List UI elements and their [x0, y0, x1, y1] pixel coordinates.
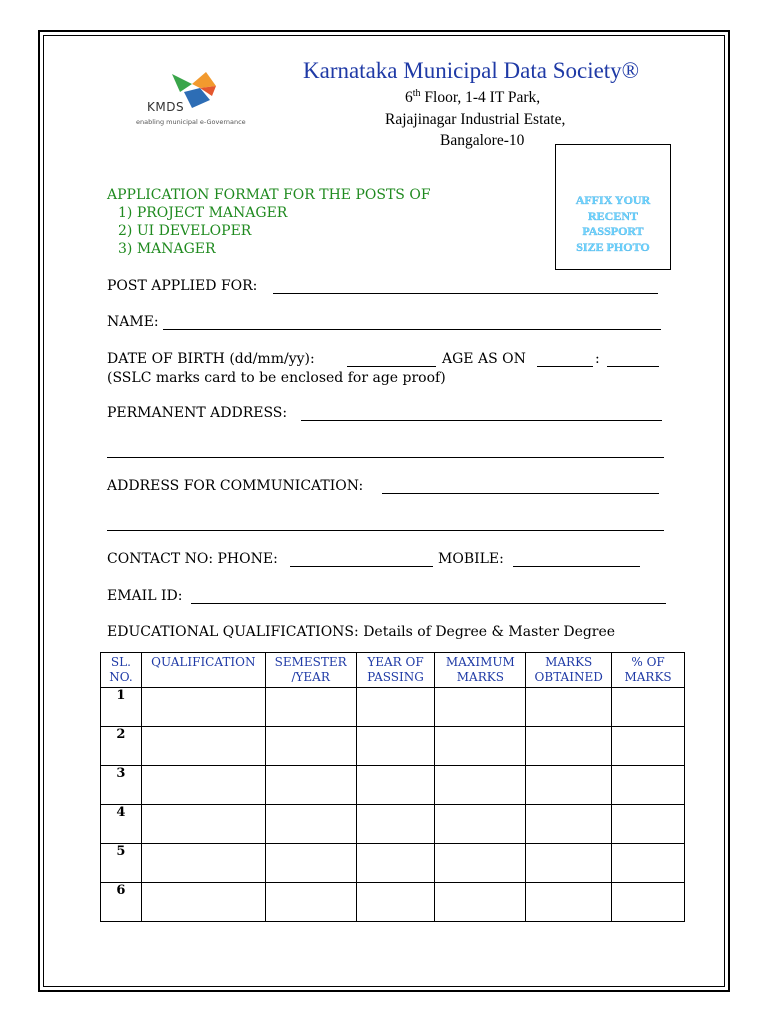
age-colon: :	[595, 351, 600, 367]
post-item-1: 1) PROJECT MANAGER	[118, 205, 288, 221]
percent-marks-header: % OF MARKS	[612, 653, 685, 688]
dob-label: DATE OF BIRTH (dd/mm/yy):	[107, 351, 315, 367]
email-field[interactable]	[191, 603, 666, 604]
table-cell[interactable]	[265, 883, 356, 922]
name-field[interactable]	[163, 329, 661, 330]
address-line-3: Bangalore-10	[440, 132, 525, 149]
marks-obtained-header: MARKS OBTAINED	[526, 653, 612, 688]
mobile-label: MOBILE:	[438, 551, 504, 567]
table-cell[interactable]	[141, 844, 265, 883]
table-row	[101, 766, 685, 805]
table-cell[interactable]	[526, 844, 612, 883]
qualifications-table	[100, 652, 685, 922]
table-cell[interactable]	[612, 688, 685, 727]
logo-tagline: enabling municipal e-Governance	[136, 118, 246, 126]
sslc-note: (SSLC marks card to be enclosed for age proof)	[107, 370, 446, 386]
age-as-on-label: AGE AS ON	[442, 351, 526, 367]
photo-instruction: AFFIX YOUR RECENT PASSPORT SIZE PHOTO	[575, 193, 651, 254]
table-cell[interactable]	[265, 805, 356, 844]
table-cell[interactable]	[435, 688, 526, 727]
table-cell[interactable]	[612, 844, 685, 883]
post-item-3: 3) MANAGER	[118, 241, 216, 257]
table-cell[interactable]	[526, 727, 612, 766]
table-cell[interactable]	[356, 727, 435, 766]
table-cell[interactable]	[356, 688, 435, 727]
table-cell[interactable]	[265, 727, 356, 766]
post-item-2: 2) UI DEVELOPER	[118, 223, 252, 239]
table-cell[interactable]	[526, 766, 612, 805]
org-name: Karnataka Municipal Data Society®	[303, 58, 640, 83]
maximum-marks-header: MAXIMUM MARKS	[435, 653, 526, 688]
table-cell[interactable]	[265, 688, 356, 727]
post-applied-field[interactable]	[273, 293, 658, 294]
sl-no-header: SL. NO.	[101, 653, 142, 688]
table-cell[interactable]	[435, 805, 526, 844]
table-cell[interactable]	[356, 844, 435, 883]
comm-address-field[interactable]	[382, 493, 659, 494]
table-cell[interactable]	[526, 688, 612, 727]
mobile-field[interactable]	[513, 566, 640, 567]
permanent-address-field-2[interactable]	[107, 457, 664, 458]
permanent-address-label: PERMANENT ADDRESS:	[107, 405, 288, 421]
table-cell[interactable]	[526, 883, 612, 922]
phone-field[interactable]	[290, 566, 433, 567]
table-row	[101, 844, 685, 883]
table-cell[interactable]	[435, 766, 526, 805]
row-number: 4	[101, 805, 142, 844]
semester-year-header: SEMESTER /YEAR	[265, 653, 356, 688]
edu-qual-heading: EDUCATIONAL QUALIFICATIONS: Details of Degree & Master Degree	[107, 624, 616, 640]
table-row	[101, 805, 685, 844]
table-cell[interactable]	[435, 727, 526, 766]
table-cell[interactable]	[435, 883, 526, 922]
address-line-2: Rajajinagar Industrial Estate,	[385, 111, 566, 128]
table-cell[interactable]	[612, 805, 685, 844]
table-cell[interactable]	[612, 727, 685, 766]
table-row	[101, 688, 685, 727]
table-cell[interactable]	[141, 688, 265, 727]
table-cell[interactable]	[356, 883, 435, 922]
table-cell[interactable]	[141, 883, 265, 922]
email-label: EMAIL ID:	[107, 588, 183, 604]
table-cell[interactable]	[612, 766, 685, 805]
row-number: 3	[101, 766, 142, 805]
table-body	[101, 688, 685, 922]
post-applied-label: POST APPLIED FOR:	[107, 278, 258, 294]
age-field[interactable]	[607, 366, 659, 367]
table-cell[interactable]	[526, 805, 612, 844]
table-cell[interactable]	[356, 766, 435, 805]
row-number: 5	[101, 844, 142, 883]
table-cell[interactable]	[265, 844, 356, 883]
phone-label: CONTACT NO: PHONE:	[107, 551, 278, 567]
row-number: 1	[101, 688, 142, 727]
address-line-1: 6th Floor, 1-4 IT Park,	[405, 88, 541, 107]
logo-name: KMDS	[147, 100, 185, 114]
application-heading: APPLICATION FORMAT FOR THE POSTS OF	[107, 187, 431, 203]
age-as-on-date-field[interactable]	[537, 366, 593, 367]
name-label: NAME:	[107, 314, 159, 330]
year-of-passing-header: YEAR OF PASSING	[356, 653, 435, 688]
table-cell[interactable]	[141, 805, 265, 844]
table-cell[interactable]	[265, 766, 356, 805]
dob-field[interactable]	[347, 366, 436, 367]
table-row	[101, 883, 685, 922]
passport-photo-box	[555, 144, 671, 270]
comm-address-field-2[interactable]	[107, 530, 664, 531]
permanent-address-field[interactable]	[301, 420, 662, 421]
table-cell[interactable]	[141, 727, 265, 766]
row-number: 6	[101, 883, 142, 922]
table-cell[interactable]	[141, 766, 265, 805]
table-cell[interactable]	[356, 805, 435, 844]
qualification-header: QUALIFICATION	[141, 653, 265, 688]
comm-address-label: ADDRESS FOR COMMUNICATION:	[107, 478, 364, 494]
table-row	[101, 727, 685, 766]
table-cell[interactable]	[612, 883, 685, 922]
row-number: 2	[101, 727, 142, 766]
table-cell[interactable]	[435, 844, 526, 883]
table-header-row	[101, 653, 685, 688]
